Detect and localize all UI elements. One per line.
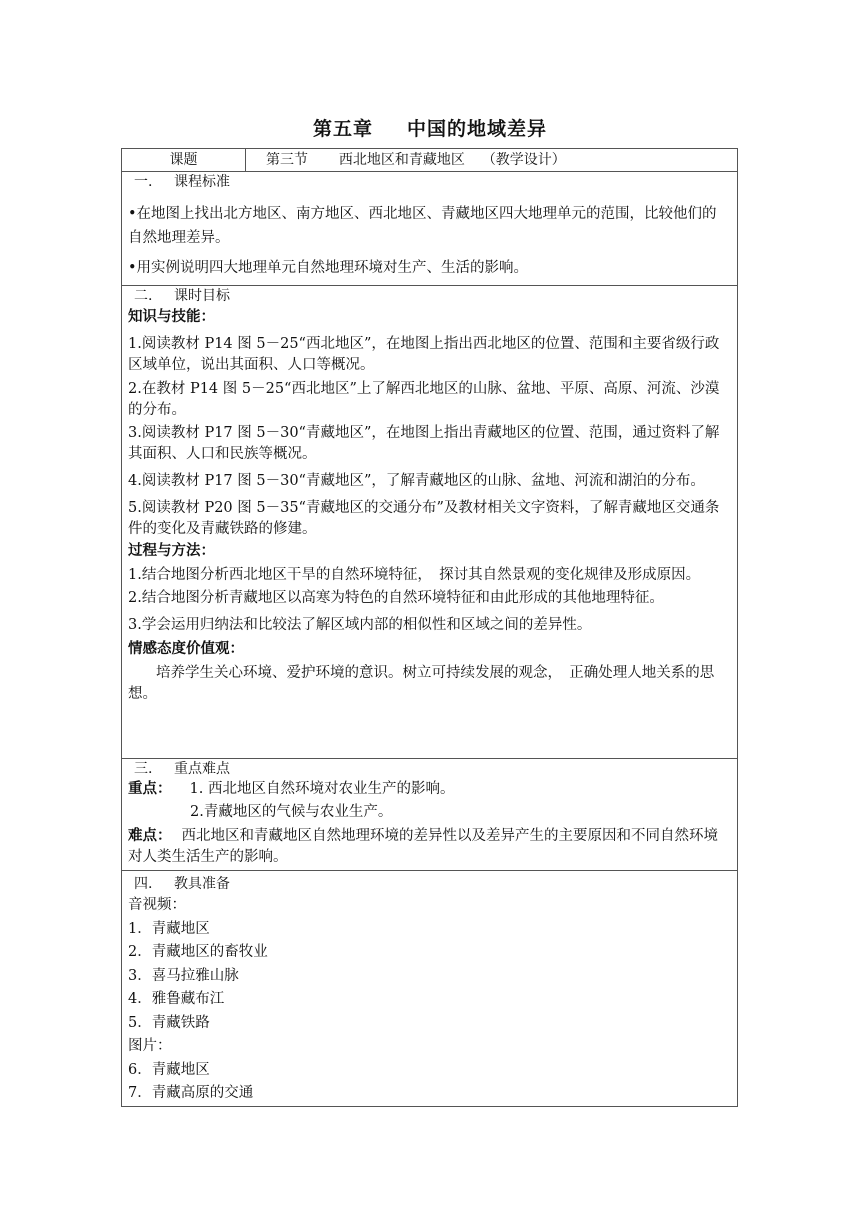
material-item: 3．喜马拉雅山脉: [128, 967, 239, 984]
key-point-line: [128, 779, 731, 800]
knowledge-heading: 知识与技能：: [128, 309, 215, 325]
standards-row: [122, 172, 738, 286]
keypoints-row: [122, 759, 738, 871]
standard-item: •用实例说明四大地理单元自然地理环境对生产、生活的影响。: [128, 260, 529, 276]
knowledge-item: 5.阅读教材 P20 图 5－35“青藏地区的交通分布”及教材相关文字资料，了解青藏地区交通条件的变化及青藏铁路的修建。: [128, 500, 720, 537]
knowledge-item: 4.阅读教材 P17 图 5－30“青藏地区”，了解青藏地区的山脉、盆地、河流和湖泊的分布。: [128, 473, 705, 489]
materials-heading: 四. 教具准备: [134, 876, 230, 892]
material-item: 2．青藏地区的畜牧业: [128, 944, 268, 960]
difficulty-line: [128, 823, 731, 868]
header-design: （教学设计）: [481, 152, 566, 168]
objectives-row: [122, 286, 738, 759]
pic-label: 图片：: [128, 1038, 172, 1054]
process-item: 2.结合地图分析青藏地区以高寒为特色的自然环境特征和由此形成的其他地理特征。: [128, 590, 664, 606]
material-item: 4．雅鲁藏布江: [128, 991, 225, 1007]
materials-row: [122, 871, 738, 1107]
key-label: 重点：: [128, 781, 172, 797]
chapter-name: 中国的地域差异: [407, 118, 548, 140]
key-item: 2.青藏地区的气候与农业生产。: [190, 804, 393, 820]
page-title: [0, 114, 860, 141]
header-content: [246, 149, 738, 172]
header-row: [122, 149, 738, 172]
material-item: 6．青藏地区: [128, 1061, 210, 1078]
attitude-heading: 情感态度价值观：: [128, 641, 244, 657]
header-label: 课题: [122, 149, 246, 172]
knowledge-item: 1.阅读教材 P14 图 5－25“西北地区”，在地图上指出西北地区的位置、范围和主要省级行政区域单位，说出其面积、人口等概况。: [128, 336, 720, 373]
material-item: 7．青藏高原的交通: [128, 1085, 254, 1101]
chapter-number: 第五章: [312, 118, 373, 140]
process-heading: 过程与方法：: [128, 543, 215, 559]
header-topic: 西北地区和青藏地区: [338, 152, 465, 168]
process-item: 1.结合地图分析西北地区干旱的自然环境特征， 探讨其自然景观的变化规律及形成原因。: [128, 567, 701, 583]
process-item: 3.学会运用归纳法和比较法了解区域内部的相似性和区域之间的差异性。: [128, 617, 592, 633]
header-section: 第三节: [266, 152, 308, 168]
lesson-plan-table: [121, 148, 738, 1107]
key-item: 1. 西北地区自然环境对农业生产的影响。: [189, 781, 455, 797]
keypoints-heading: 三. 重点难点: [134, 761, 230, 777]
material-item: 1．青藏地区: [128, 920, 210, 937]
attitude-text: 培养学生关心环境、爱护环境的意识。树立可持续发展的观念， 正确处理人地关系的思想。: [128, 665, 715, 702]
av-label: 音视频：: [128, 897, 186, 913]
standard-item: •在地图上找出北方地区、南方地区、西北地区、青藏地区四大地理单元的范围，比较他们的自然地理差异。: [128, 206, 717, 246]
knowledge-item: 2.在教材 P14 图 5－25“西北地区”上了解西北地区的山脉、盆地、平原、高原、河流、沙漠的分布。: [128, 381, 720, 418]
difficulty-label: 难点：: [128, 828, 172, 844]
knowledge-item: 3.阅读教材 P17 图 5－30“青藏地区”，在地图上指出青藏地区的位置、范围，通过资料了解其面积、人口和民族等概况。: [128, 425, 720, 462]
material-item: 5．青藏铁路: [128, 1014, 210, 1031]
difficulty-text: 西北地区和青藏地区自然地理环境的差异性以及差异产生的主要原因和不同自然环境对人类生活生产的影响。: [128, 828, 718, 865]
standards-heading: 一. 课程标准: [134, 174, 230, 190]
objectives-heading: 二. 课时目标: [134, 288, 230, 304]
